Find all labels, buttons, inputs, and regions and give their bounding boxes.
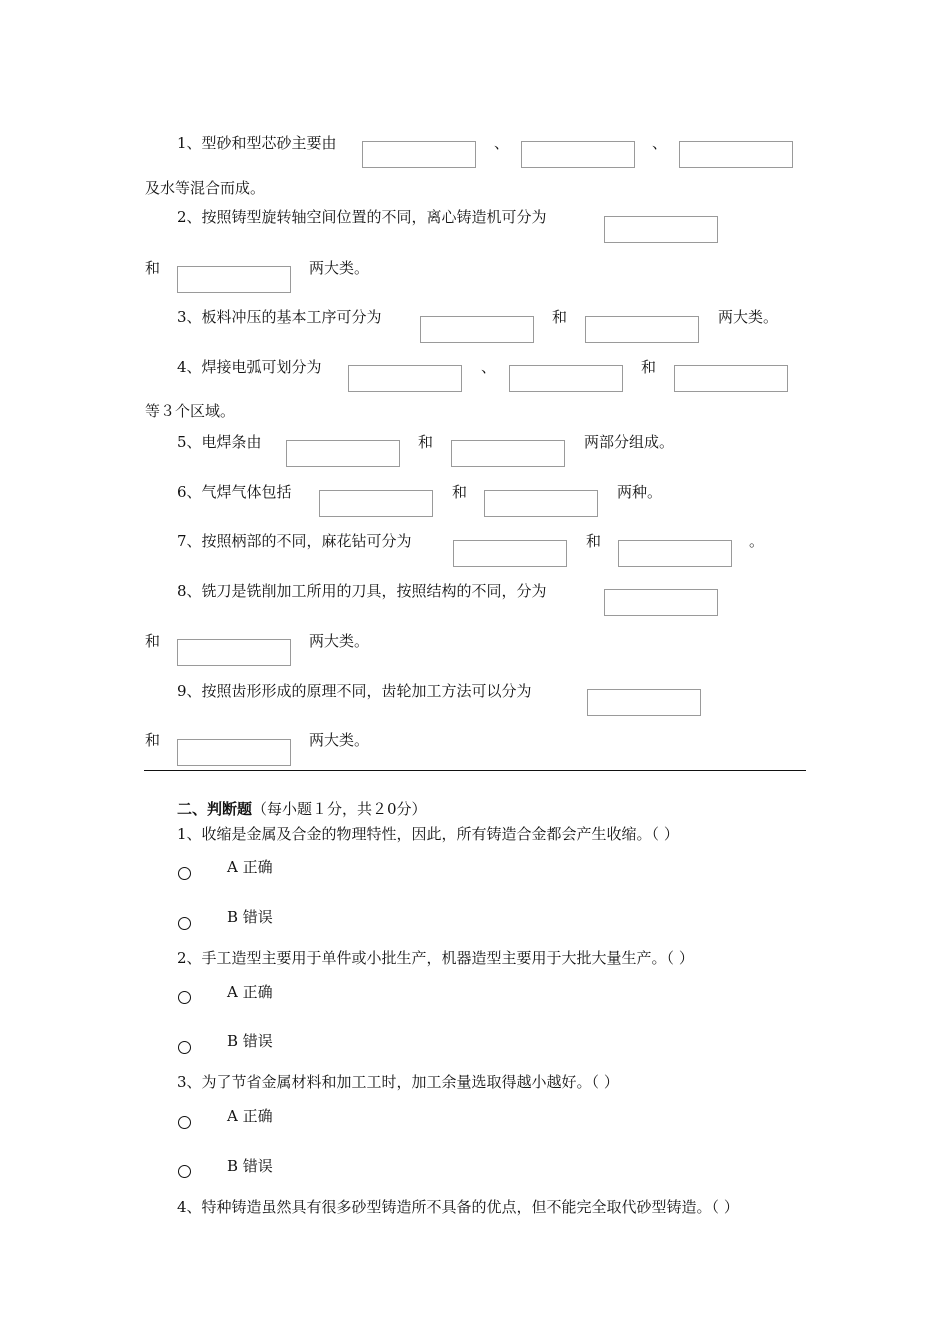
q1-blank-1[interactable] [362, 141, 476, 168]
q4-tail: 等３个区域。 [145, 402, 236, 420]
q5-tail: 两部分组成。 [584, 433, 675, 451]
judge-1-option-a-radio[interactable] [178, 867, 191, 880]
q2-text: 2、按照铸型旋转轴空间位置的不同，离心铸造机可分为 [177, 208, 547, 226]
q6-blank-1[interactable] [319, 490, 433, 517]
q2-blank-2[interactable] [177, 266, 291, 293]
q4-and: 和 [641, 358, 657, 376]
q1-separator-1: 、 [494, 134, 510, 152]
judge-3-option-b-radio[interactable] [178, 1165, 191, 1178]
section-divider [144, 770, 806, 771]
judge-2-option-a-radio[interactable] [178, 991, 191, 1004]
q8-text: 8、铣刀是铣削加工所用的刀具，按照结构的不同，分为 [177, 582, 547, 600]
judge-question-3: 3、为了节省金属材料和加工工时，加工余量选取得越小越好。（ ） [177, 1073, 619, 1091]
q3-blank-2[interactable] [585, 316, 699, 343]
judge-3-option-a-label[interactable]: A 正确 [227, 1107, 273, 1125]
q9-tail: 两大类。 [309, 731, 370, 749]
q5-blank-2[interactable] [451, 440, 565, 467]
q7-and: 和 [586, 532, 602, 550]
q7-tail: 。 [749, 532, 765, 550]
q9-blank-1[interactable] [587, 689, 701, 716]
q6-and: 和 [452, 483, 468, 501]
judge-2-option-a-label[interactable]: A 正确 [227, 983, 273, 1001]
q3-and: 和 [552, 308, 568, 326]
judge-1-option-b-radio[interactable] [178, 917, 191, 930]
judge-3-option-a-radio[interactable] [178, 1116, 191, 1129]
judge-question-2: 2、手工造型主要用于单件或小批生产，机器造型主要用于大批大量生产。（ ） [177, 949, 694, 967]
q6-blank-2[interactable] [484, 490, 598, 517]
q3-text: 3、板料冲压的基本工序可分为 [177, 308, 382, 326]
q8-and: 和 [145, 632, 161, 650]
q8-blank-1[interactable] [604, 589, 718, 616]
q6-tail: 两种。 [617, 483, 663, 501]
section-score-note: （每小题１分，共２0分） [252, 800, 427, 818]
q3-blank-1[interactable] [420, 316, 534, 343]
judge-2-option-b-radio[interactable] [178, 1041, 191, 1054]
section-heading [177, 800, 427, 818]
judge-question-1: 1、收缩是金属及合金的物理特性，因此，所有铸造合金都会产生收缩。（ ） [177, 825, 679, 843]
q8-tail: 两大类。 [309, 632, 370, 650]
section-title: 二、判断题 [177, 800, 253, 818]
q4-blank-3[interactable] [674, 365, 788, 392]
q2-tail: 两大类。 [309, 259, 370, 277]
judge-2-option-b-label[interactable]: B 错误 [227, 1032, 273, 1050]
q6-text: 6、气焊气体包括 [177, 483, 292, 501]
q5-blank-1[interactable] [286, 440, 400, 467]
q7-text: 7、按照柄部的不同，麻花钻可分为 [177, 532, 412, 550]
q7-blank-2[interactable] [618, 540, 732, 567]
q4-blank-2[interactable] [509, 365, 623, 392]
q4-blank-1[interactable] [348, 365, 462, 392]
q5-text: 5、电焊条由 [177, 433, 262, 451]
q8-blank-2[interactable] [177, 639, 291, 666]
q4-text: 4、焊接电弧可划分为 [177, 358, 322, 376]
judge-1-option-b-label[interactable]: B 错误 [227, 908, 273, 926]
q7-blank-1[interactable] [453, 540, 567, 567]
q1-blank-2[interactable] [521, 141, 635, 168]
q2-blank-1[interactable] [604, 216, 718, 243]
judge-question-4: 4、特种铸造虽然具有很多砂型铸造所不具备的优点，但不能完全取代砂型铸造。（ ） [177, 1198, 739, 1216]
q5-and: 和 [418, 433, 434, 451]
q4-separator: 、 [481, 358, 497, 376]
q9-blank-2[interactable] [177, 739, 291, 766]
q9-and: 和 [145, 731, 161, 749]
q1-tail: 及水等混合而成。 [145, 179, 266, 197]
q9-text: 9、按照齿形形成的原理不同，齿轮加工方法可以分为 [177, 682, 532, 700]
judge-1-option-a-label[interactable]: A 正确 [227, 858, 273, 876]
q1-separator-2: 、 [652, 134, 668, 152]
q2-and: 和 [145, 259, 161, 277]
judge-3-option-b-label[interactable]: B 错误 [227, 1157, 273, 1175]
q1-blank-3[interactable] [679, 141, 793, 168]
q3-tail: 两大类。 [718, 308, 779, 326]
q1-text: 1、型砂和型芯砂主要由 [177, 134, 337, 152]
